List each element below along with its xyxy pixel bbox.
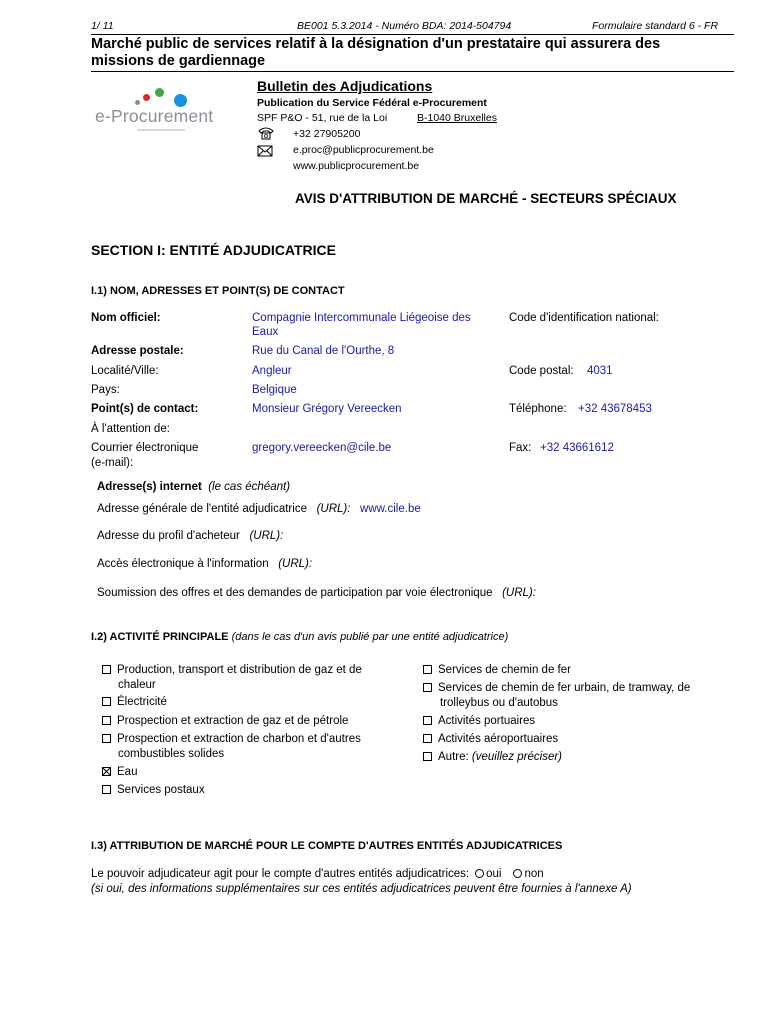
url-hint: (URL): [278,558,313,570]
publisher-address: SPF P&O - 51, rue de la Loi [257,112,388,124]
checkbox[interactable] [423,683,432,692]
publisher-phone: +32 27905200 [293,128,361,140]
i2-heading [91,631,508,643]
publisher-city: B-1040 Bruxelles [417,112,497,124]
activity-label: Services de chemin de fer urbain, de tramway, de [438,682,691,694]
localite-label: Localité/Ville: [91,365,159,377]
code-postal-value: 4031 [587,365,613,377]
checkbox[interactable] [102,716,111,725]
nom-officiel-label: Nom officiel: [91,312,161,324]
activity-label: Activités portuaires [438,715,536,727]
pays-value: Belgique [252,384,297,396]
publisher-email[interactable]: e.proc@publicprocurement.be [293,144,434,156]
activity-item-autre[interactable] [423,751,562,763]
attention-label: À l'attention de: [91,423,170,435]
bulletin-title: Bulletin des Adjudications [257,78,433,94]
activity-hint: (veuillez préciser) [471,751,562,763]
activity-label: Services de chemin de fer [438,664,571,676]
checkbox[interactable] [423,716,432,725]
point-contact-label: Point(s) de contact: [91,403,199,415]
i2-note: (dans le cas d'un avis publié par une entité adjudicatrice) [231,631,509,643]
localite-value: Angleur [252,365,292,377]
activity-label-cont: trolleybus ou d'autobus [440,697,558,709]
i1-title: I.1) NOM, ADRESSES ET POINT(S) DE CONTACT [91,285,345,297]
profil-acheteur-label: Adresse du profil d'acheteur [97,530,240,542]
logo-text: e-Procurement [95,106,214,126]
document-reference: BE001 5.3.2014 - Numéro BDA: 2014-504794 [297,20,512,32]
url-hint: (URL): [249,530,284,542]
url-hint: (URL): [316,503,351,515]
radio-non[interactable] [513,869,522,878]
telephone-value: +32 43678453 [578,403,652,415]
activity-item[interactable] [423,664,571,676]
title-rule [91,71,734,72]
checkbox[interactable] [102,785,111,794]
acces-electronique-label: Accès électronique à l'information [97,558,269,570]
url-hint: (URL): [502,587,536,599]
fax-value: +32 43661612 [540,442,614,454]
adresse-generale-row [97,503,421,515]
courrier-label-line2: (e-mail): [91,457,134,469]
telephone-label: Téléphone: [509,403,567,415]
adresse-postale-value: Rue du Canal de l'Ourthe, 8 [252,345,395,357]
courrier-value[interactable]: gregory.vereecken@cile.be [252,442,392,454]
checkbox-checked[interactable] [102,767,111,776]
activity-label: Activités aéroportuaires [438,733,559,745]
checkbox[interactable] [423,665,432,674]
header-rule [91,34,734,35]
radio-oui[interactable] [475,869,484,878]
checkbox[interactable] [102,665,111,674]
activity-label: Eau [117,766,138,778]
activity-label: Prospection et extraction de gaz et de pétrole [117,715,349,727]
profil-acheteur-row [97,530,283,542]
notice-title: AVIS D'ATTRIBUTION DE MARCHÉ - SECTEURS SPÉCIAUX [295,191,677,206]
oui-label: oui [486,868,502,880]
publisher-subtitle: Publication du Service Fédéral e-Procurement [257,97,487,109]
activity-item-eau[interactable] [102,766,137,778]
internet-note: (le cas échéant) [208,481,291,493]
activity-item[interactable] [102,696,167,708]
activity-item[interactable] [102,733,361,745]
activity-label: Prospection et extraction de charbon et d'autres [117,733,361,745]
activity-item[interactable] [423,715,535,727]
activity-label: Autre: [438,751,469,763]
checkbox[interactable] [423,752,432,761]
logo-dot-grey [135,100,140,105]
adresse-generale-value[interactable]: www.cile.be [360,503,421,515]
e-procurement-logo [95,84,225,140]
section-title: SECTION I: ENTITÉ ADJUDICATRICE [91,242,337,258]
i2-title: I.2) ACTIVITÉ PRINCIPALE [91,631,229,643]
activity-label: Services postaux [117,784,205,796]
point-contact-value: Monsieur Grégory Vereecken [252,403,402,415]
i3-title: I.3) ATTRIBUTION DE MARCHÉ POUR LE COMPTE D'AUTRES ENTITÉS ADJUDICATRICES [91,840,563,852]
checkbox[interactable] [102,697,111,706]
nom-officiel-value: Compagnie Intercommunale Liégeoise des [252,312,471,324]
internet-heading [97,481,290,493]
acces-electronique-row [97,558,312,570]
form-type: Formulaire standard 6 - FR [592,20,719,32]
activity-item[interactable] [423,733,558,745]
publisher-website[interactable]: www.publicprocurement.be [293,160,420,172]
activity-label-cont: combustibles solides [118,748,225,760]
activity-label-cont: chaleur [118,679,156,691]
mail-icon [257,145,273,160]
adresse-generale-label: Adresse générale de l'entité adjudicatrice [97,503,307,515]
non-label: non [524,868,544,880]
i3-text: Le pouvoir adjudicateur agit pour le compte d'autres entités adjudicatrices: [91,868,470,880]
i3-question-row [91,868,544,880]
nom-officiel-value-line2: Eaux [252,326,279,338]
checkbox[interactable] [102,734,111,743]
courrier-label: Courrier électronique [91,442,199,454]
internet-label: Adresse(s) internet [97,481,202,493]
activity-item[interactable] [102,715,348,727]
activity-item[interactable] [423,682,690,694]
pays-label: Pays: [91,384,120,396]
adresse-postale-label: Adresse postale: [91,345,184,357]
logo-dot-green [155,88,164,97]
page-number: 1/ 11 [91,20,114,32]
phone-icon [257,126,275,143]
document-title-line2: missions de gardiennage [91,53,266,69]
code-identification-label: Code d'identification national: [509,312,659,324]
activity-item[interactable] [102,784,205,796]
code-postal-label: Code postal: [509,365,574,377]
soumission-row [97,587,536,599]
document-title: Marché public de services relatif à la désignation d'un prestataire qui assurera des [91,36,661,52]
activity-label: Électricité [117,696,167,708]
soumission-label: Soumission des offres et des demandes de participation par voie électronique [97,587,493,599]
activity-item[interactable] [102,664,362,676]
i3-note: (si oui, des informations supplémentaires sur ces entités adjudicatrices peuvent être fournies à l'annexe A) [91,883,632,895]
checkbox[interactable] [423,734,432,743]
activity-label: Production, transport et distribution de gaz et de [117,664,362,676]
logo-dot-red [143,94,150,101]
fax-label: Fax: [509,442,532,454]
logo-underline [137,129,185,131]
